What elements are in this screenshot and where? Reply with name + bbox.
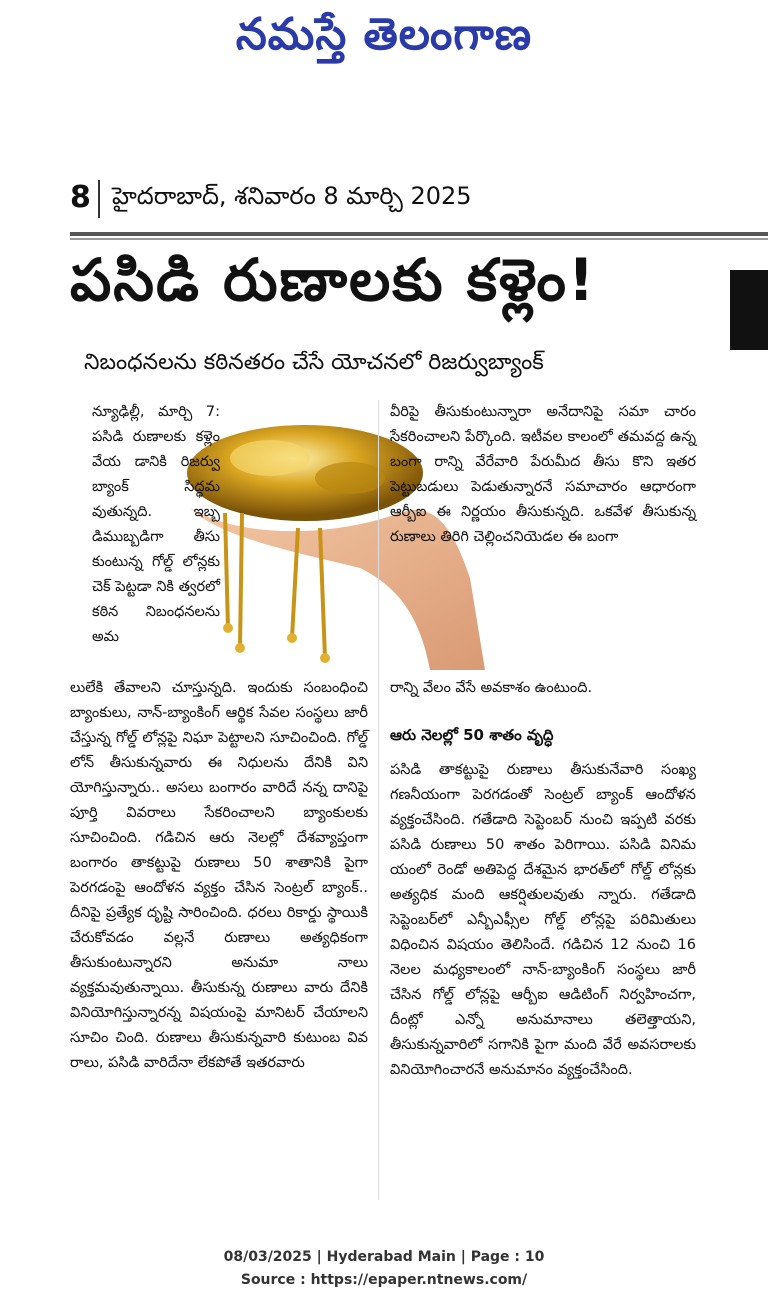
article-headline: పసిడి రుణాలకు కళ్లెం!: [70, 246, 597, 314]
footer-date-page: 08/03/2025 | Hyderabad Main | Page : 10: [223, 1249, 545, 1265]
article-column-2-continued: [390, 676, 696, 701]
masthead: [0, 0, 768, 80]
adjacent-article-strip: [730, 240, 768, 1240]
article-paragraph: లులేకి తేవాలని చూస్తున్నది. ఇందుకు సంబంధించి బ్యాంకులు, నాన్-బ్యాంకింగ్ ఆర్థిక సేవల సంస్థలు జారీ చేస్తున్న గోల్డ్ లోన్లపై నిఘా పెట్టాలని సూచించింది. గోల్డ్ లోన్ తీసుకున్నవారు ఈ నిధులను దేనికి విని యోగిస్తున్నారు.. అసలు బంగారం వారిదే నన్న దానిపై పూర్తి వివరాలు సేకరించాలని బ్యాంకులకు సూచించింది. గడిచిన ఆరు నెలల్లో దేశవ్యాప్తంగా బంగారం తాకట్టుపై రుణాలు 50 శాతానికి పైగా పెరగడంపై ఆందోళన వ్యక్తం చేసిన సెంట్రల్ బ్యాంక్.. దీనిపై ప్రత్యేక దృష్టి సారించింది. ధరలు రికార్డు స్థాయికి చేరుకోవడం వల్లనే రుణాలు అత్యధికంగా తీసుకుంటున్నారని అనుమా నాలు వ్యక్తమవుతున్నాయి. తీసుకున్న రుణాలు వారు దేనికి వినియోగిస్తున్నారన్న విషయంపై మానిటర్ చేయాలని సూచిం చింది. రుణాలు తీసుకున్నవారి కుటుంబ వివ రాలు, పసిడి వారిదేనా లేకపోతే ఇతరవారు: [70, 680, 368, 1071]
dateline-divider: [98, 180, 100, 218]
article-column-1-body: [70, 676, 368, 1076]
article-paragraph: రాన్ని వేలం వేసే అవకాశం ఉంటుంది.: [390, 680, 593, 696]
column-rule: [378, 400, 379, 1200]
article-column-2-body: [390, 758, 696, 1083]
article-subheadline: నిబంధనలను కఠినతరం చేసే యోచనలో రిజర్వుబ్యాంక్: [84, 350, 544, 375]
header-rule-secondary: [70, 238, 768, 240]
header-rule: [70, 232, 768, 236]
subsection-heading: ఆరు నెలల్లో 50 శాతం వృద్ధి: [390, 726, 554, 744]
article-column-1-intro: [92, 400, 220, 650]
adjacent-headline-fragment: [730, 270, 768, 350]
article-paragraph: పసిడి తాకట్టుపై రుణాలు తీసుకునేవారి సంఖ్య గణనీయంగా పెరగడంతో సెంట్రల్ బ్యాంక్ ఆందోళన వ్యక్తంచేసింది. గతేడాది సెప్టెంబర్ నుంచి ఇప్పటి వరకు పసిడి రుణాలు 50 శాతం పెరిగాయి. పసిడి వినిమ యంలో రెండో అతిపెద్ద దేశమైన భారత్‌లో గోల్డ్ లోన్లకు అత్యధిక మంది ఆకర్షితులవుతు న్నారు. గతేడాది సెప్టెంబర్‌లో ఎన్బీఎఫ్సీల గోల్డ్ లోన్లపై పరిమితులు విధించిన విషయం తెలిసిందే. గడిచిన 12 నుంచి 16 నెలల మధ్యకాలంలో నాన్-బ్యాంకింగ్ సంస్థలు జారీ చేసిన గోల్డ్ లోన్లపై ఆర్బీఐ ఆడిటింగ్ నిర్వహించగా, దీంట్లో ఎన్నో అనుమానాలు తలెత్తాయని, తీసుకున్నవారిలో సగానికి పైగా మంది వేరే అవసరాలకు వినియోగించారనే అనుమానం వ్యక్తంచేసింది.: [390, 762, 696, 1078]
dateline: హైదరాబాద్, శనివారం 8 మార్చి 2025: [112, 182, 472, 210]
page-number: 8: [70, 180, 91, 215]
masthead-title: నమస్తే తెలంగాణ: [235, 9, 533, 60]
footer-source: Source : https://epaper.ntnews.com/: [240, 1272, 528, 1288]
article-paragraph: వీరిపై తీసుకుంటున్నారా అనేదానిపై సమా చారం సేకరించాలని పేర్కొంది. ఇటీవల కాలంలో తమవద్ద ఉన్న బంగా రాన్ని వేరేవారి పేరుమీద తీసు కొని ఇతర పెట్టుబడులు పెడుతున్నారనే సమాచారం ఆధారంగా ఆర్బీఐ ఈ నిర్ణయం తీసుకున్నది. ఒకవేళ తీసుకున్న రుణాలు తిరిగి చెల్లించనియెడల ఈ బంగా: [390, 404, 696, 545]
article-paragraph: న్యూఢిల్లీ, మార్చి 7: పసిడి రుణాలకు కళ్లెం వేయ డానికి రిజర్వు బ్యాంక్ సిద్ధమ వుతున్నది. ఇబ్బ డిముబ్బడిగా తీసు కుంటున్న గోల్డ్ లోన్లకు చెక్ పెట్టడా నికి త్వరలో కఠిన నిబంధనలను అమ: [92, 404, 220, 645]
footer: [0, 1246, 768, 1292]
article-column-2-top: [390, 400, 696, 550]
